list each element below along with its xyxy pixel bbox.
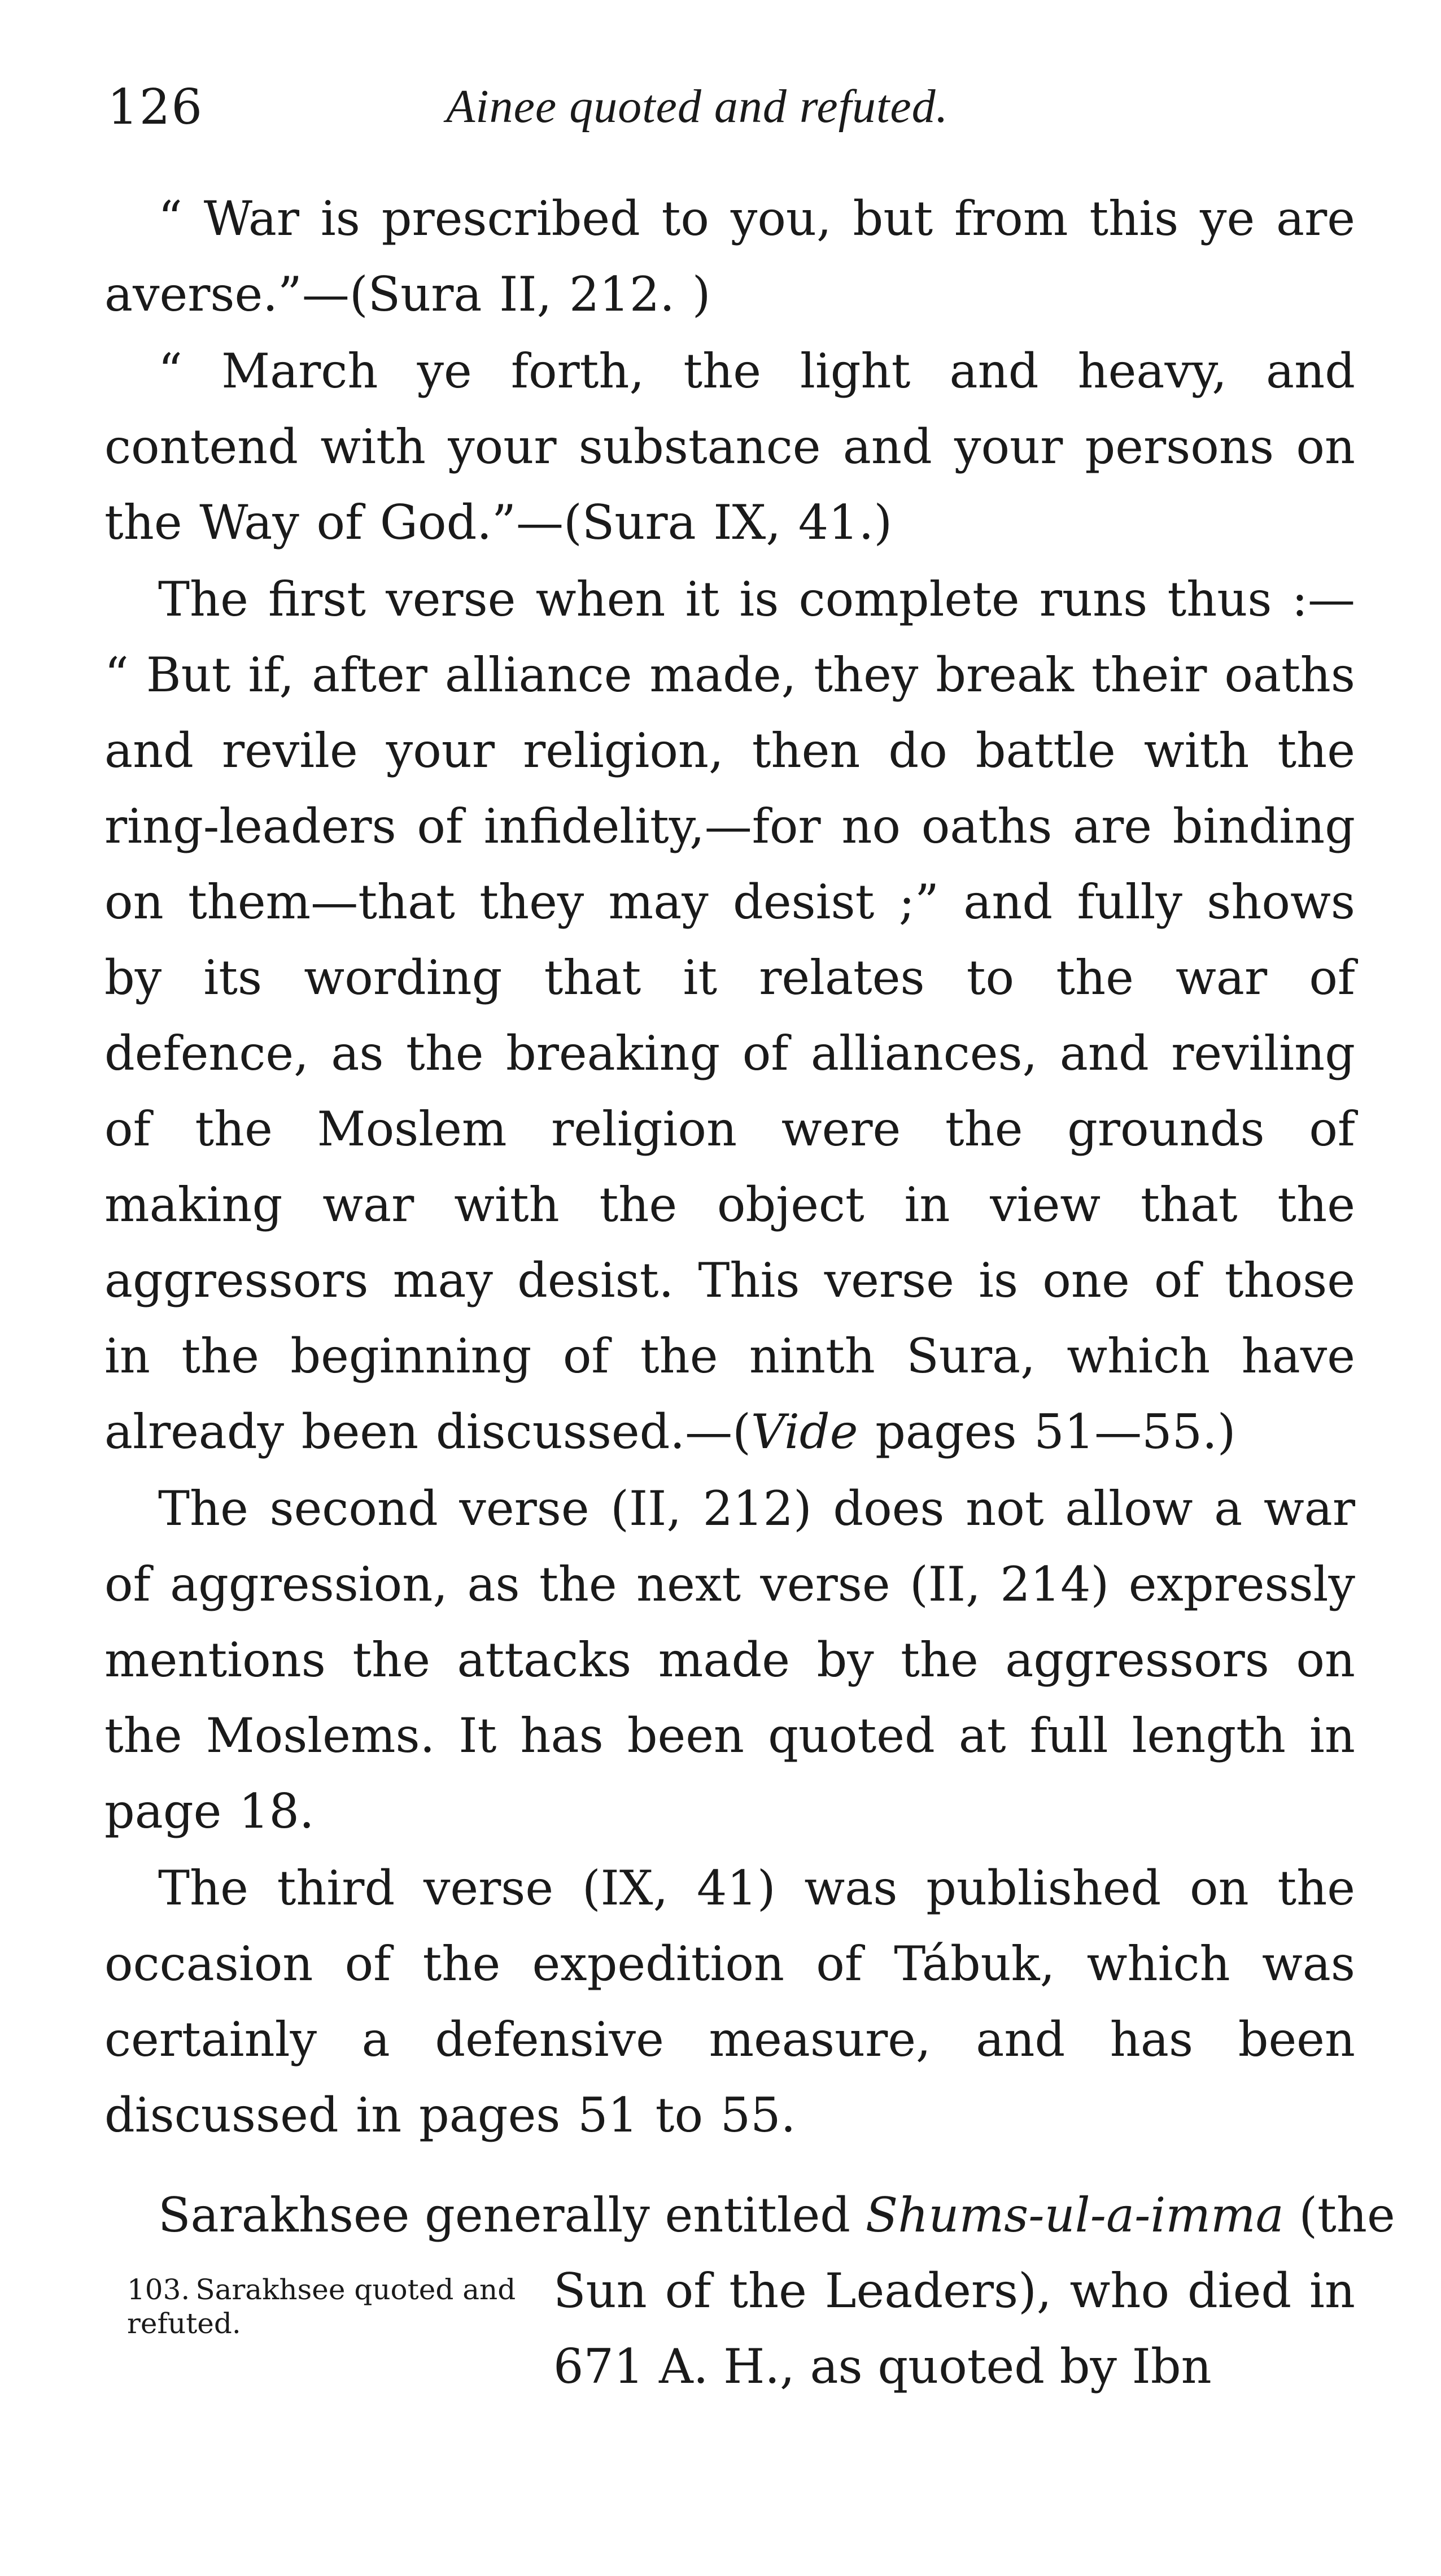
paragraph-quote-sura-9: “ March ye forth, the light and heavy, and contend with your substance and your persons on the Way of God.”—(Sura IX, 41.): [104, 343, 1355, 550]
vide-word: Vide: [750, 1404, 858, 1459]
marginal-note: [127, 2273, 522, 2340]
sarakhsee-first-line: [104, 2177, 1395, 2253]
sarakhsee-section: [104, 2177, 1395, 2411]
page-header: [107, 79, 1350, 152]
running-title: Ainee quoted and refuted.: [446, 80, 949, 133]
page-body: [104, 181, 1355, 2153]
first-verse-text: The first verse when it is complete runs thus :— “ But if, after alliance made, they break their oaths and revile your religion, then do battle with the ring-leaders of infidelity,—for no oaths are binding on them—that they may desist ;” and fully shows by its wording that it relates to the war of defence, as the breaking of alliances, and reviling of the Moslem religion were the grounds of making war with the object in view that the aggressors may desist. This verse is one of those in the beginning of the ninth Sura, which have already been discussed.—(: [104, 572, 1355, 1459]
sarakhsee-paren: (the: [1283, 2187, 1395, 2243]
marginal-note-number: 103.: [127, 2273, 190, 2306]
marginal-note-text: Sarakhsee quoted and refuted.: [127, 2273, 516, 2340]
page-number: 126: [107, 79, 204, 136]
paragraph-first-verse: [104, 561, 1355, 1470]
first-verse-pages: pages 51—55.): [858, 1404, 1236, 1459]
paragraph-second-verse: The second verse (II, 212) does not allow a war of aggression, as the next verse (II, 214) expressly mentions the attacks made by the aggressors on the Moslems. It has been quoted at full length in page 18.: [104, 1481, 1355, 1839]
sarakhsee-title: Shums-ul-a-imma: [865, 2187, 1284, 2243]
sarakhsee-continuation: Sun of the Leaders), who died in 671 A. H., as quoted by Ibn: [553, 2263, 1355, 2394]
sarakhsee-intro: Sarakhsee generally entitled: [158, 2187, 866, 2243]
paragraph-third-verse: The third verse (IX, 41) was published on the occasion of the expedition of Tábuk, which was certainly a defensive measure, and has been discussed in pages 51 to 55.: [104, 1860, 1355, 2143]
paragraph-quote-sura-2: “ War is prescribed to you, but from this ye are averse.”—(Sura II, 212. ): [104, 191, 1355, 322]
sarakhsee-row: [104, 2253, 1355, 2411]
